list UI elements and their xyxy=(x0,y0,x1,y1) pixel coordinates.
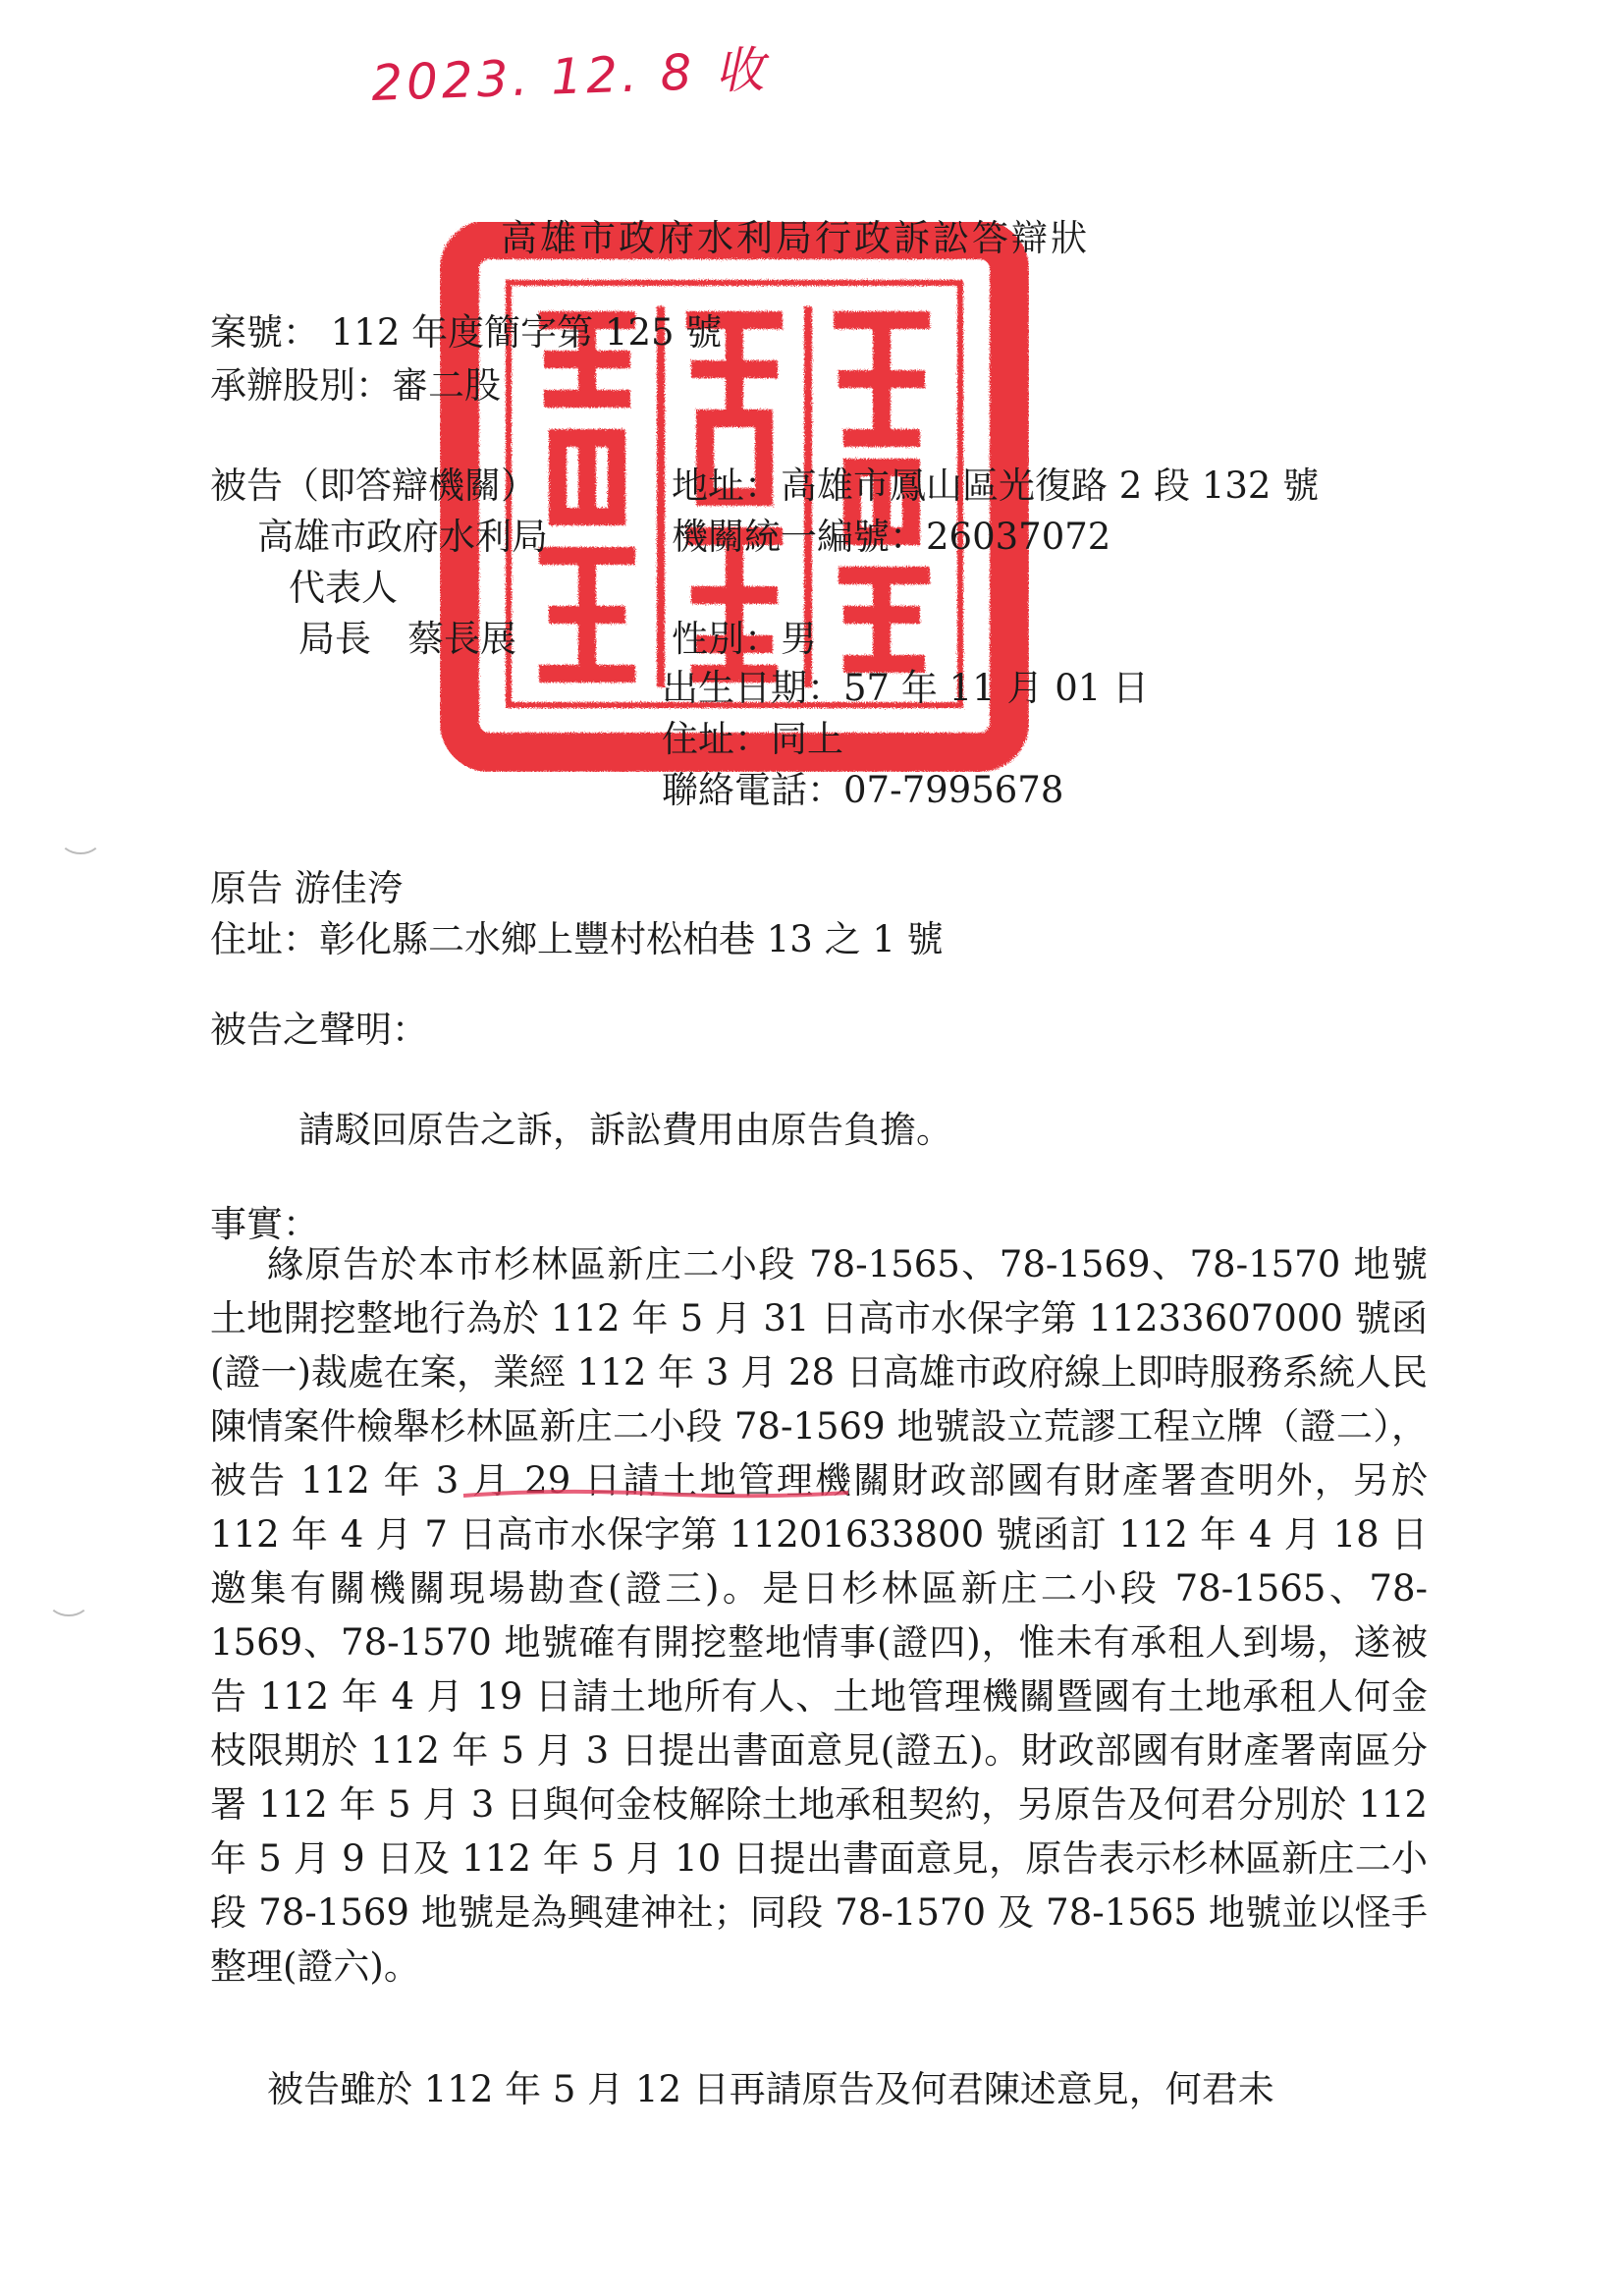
defendant-name: 高雄市政府水利局 xyxy=(257,516,548,558)
facts-paragraph-2: 被告雖於 112 年 5 月 12 日再請原告及何君陳述意見，何君未 xyxy=(267,2068,1274,2110)
statement-text: 請駁回原告之訴，訴訟費用由原告負擔。 xyxy=(298,1109,952,1151)
representative-name: 局長 蔡長展 xyxy=(298,618,516,660)
representative-residence: 住址：同上 xyxy=(662,718,843,760)
representative-label: 代表人 xyxy=(289,567,398,609)
handwritten-receipt-note: 2023. 12. 8 收 xyxy=(370,40,770,113)
facts-paragraph-1: 緣原告於本市杉林區新庄二小段 78-1565、78-1569、78-1570 地號土地開挖整地行為於 112 年 5 月 31 日高市水保字第 11233607000 號函(證一)裁處在案，業經 112 年 3 月 28 日高雄市政府線上即時服務系統人民陳情案件檢舉杉林區新庄二小段 78-1569 地號設立荒謬工程立牌（證二），被告 112 年 3 月 29 日請土地管理機關財政部國有財產署查明外，另於 112 年 4 月 7 日高市水保字第 11201633800 號函訂 112 年 4 月 18 日邀集有關機關現場勘查(證三)。是日杉林區新庄二小段 78-1565、78-1569、78-1570 地號確有開挖整地情事(證四)，惟未有承租人到場，遂被告 112 年 4 月 19 日請土地所有人、土地管理機關暨國有土地承租人何金枝限期於 112 年 5 月 3 日提出書面意見(證五)。財政部國有財產署南區分署 112 年 5 月 3 日與何金枝解除土地承租契約，另原告及何君分別於 112 年 5 月 9 日及 112 年 5 月 10 日提出書面意見，原告表示杉林區新庄二小段 78-1569 地號是為興建神社；同段 78-1570 及 78-1565 地號並以怪手整理(證六)。 xyxy=(210,1243,1428,1988)
case-division: 承辦股別：審二股 xyxy=(210,364,501,407)
representative-birth-date: 出生日期：57 年 11 月 01 日 xyxy=(662,667,1150,709)
contact-phone: 聯絡電話：07-7995678 xyxy=(662,769,1064,811)
case-number: 案號： 112 年度簡字第 125 號 xyxy=(210,311,723,354)
document-title: 高雄市政府水利局行政訴訟答辯狀 xyxy=(501,217,1090,259)
facts-heading: 事實： xyxy=(210,1203,319,1245)
scan-artifact xyxy=(59,821,102,854)
representative-gender: 性別：男 xyxy=(672,618,817,660)
statement-heading: 被告之聲明： xyxy=(210,1009,428,1051)
scan-artifact xyxy=(47,1583,90,1616)
plaintiff-name: 原告 游佳洿 xyxy=(210,867,404,909)
plaintiff-address: 住址：彰化縣二水鄉上豐村松柏巷 13 之 1 號 xyxy=(210,918,944,960)
highlight-underline xyxy=(460,1485,852,1503)
defendant-unified-id: 機關統一編號：26037072 xyxy=(672,516,1111,558)
defendant-label: 被告（即答辯機關） xyxy=(210,465,537,507)
defendant-address: 地址：高雄市鳳山區光復路 2 段 132 號 xyxy=(672,465,1320,507)
